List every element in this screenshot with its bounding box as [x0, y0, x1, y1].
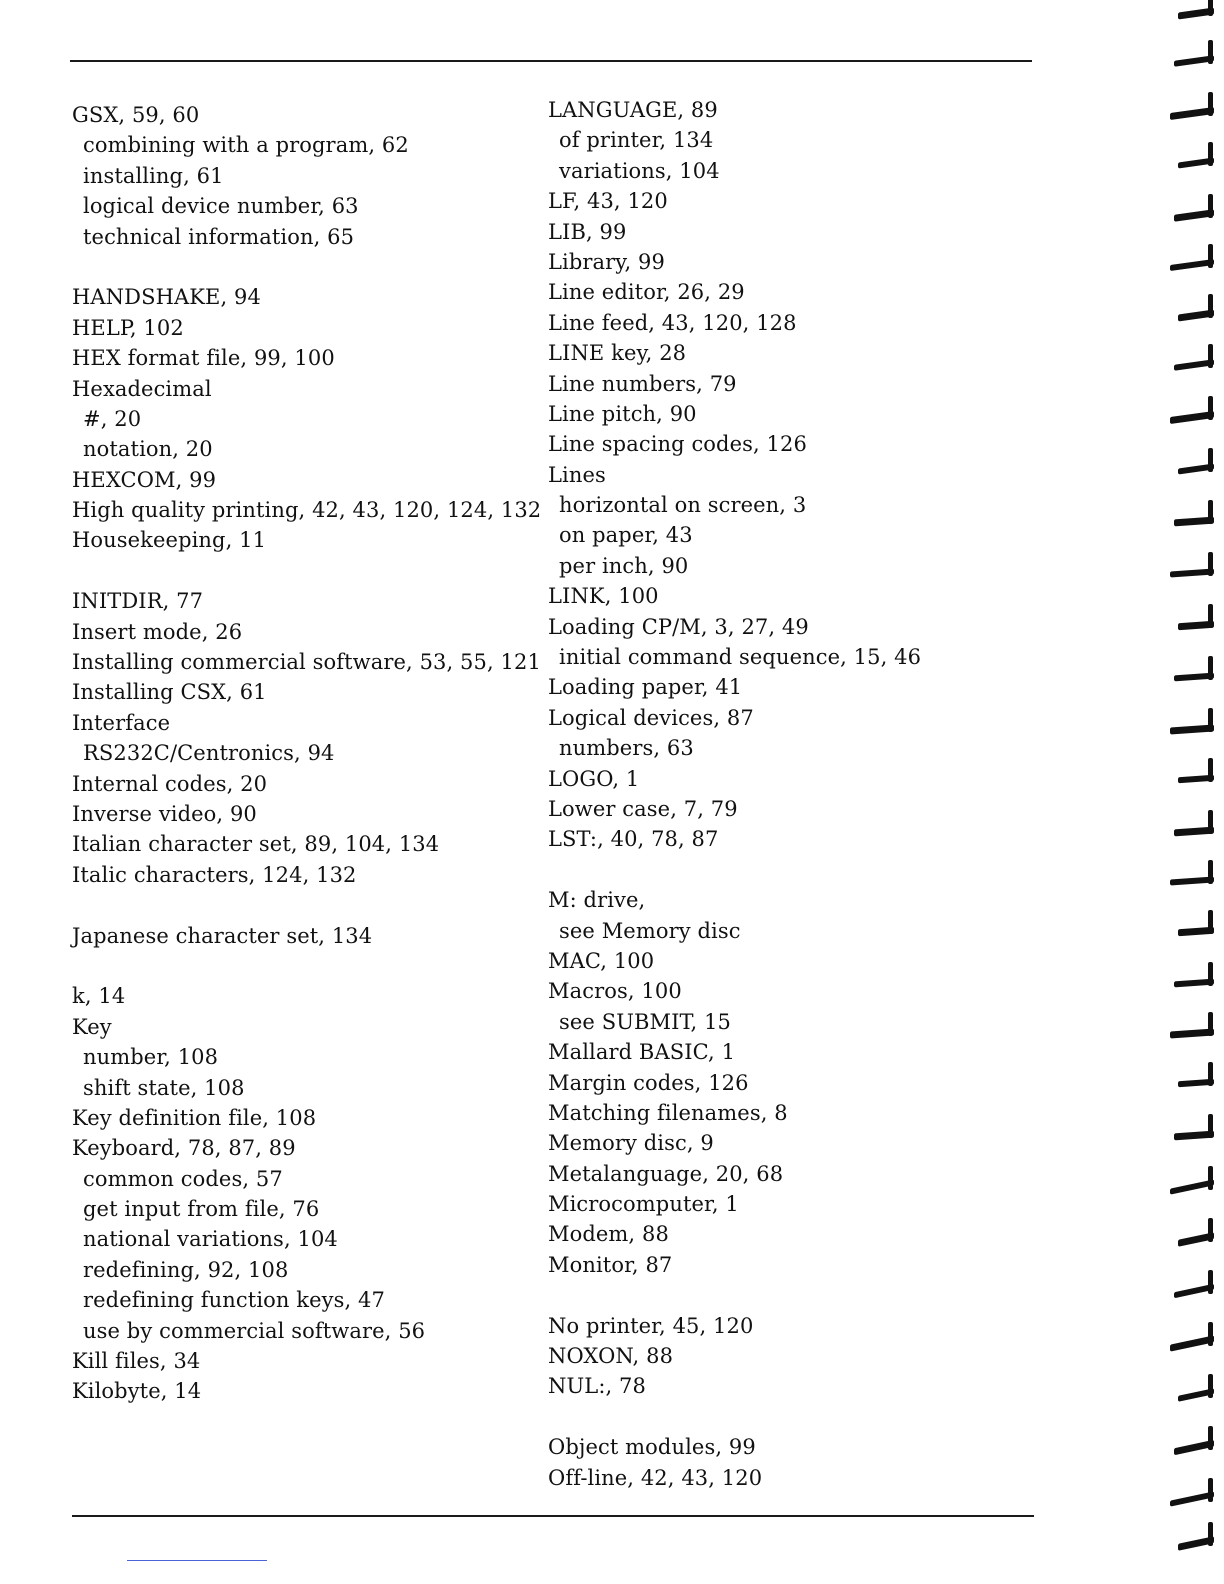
index-entry: LANGUAGE, 89: [548, 98, 718, 122]
index-subentry: initial command sequence, 15, 46: [559, 645, 922, 670]
index-gap: [72, 556, 532, 586]
index-gap: [548, 1402, 988, 1432]
index-entry: MAC, 100: [548, 948, 655, 973]
index-entry: Installing commercial software, 53, 55, 121: [72, 650, 541, 675]
index-column-left: [72, 100, 542, 1407]
index-subentry: #, 20: [83, 406, 142, 431]
index-entry: Margin codes, 126: [548, 1070, 749, 1095]
index-subentry: use by commercial software, 56: [83, 1318, 426, 1343]
index-entry: Key: [72, 1014, 112, 1039]
binding-ring-tip: [1208, 1426, 1213, 1450]
index-subentry: logical device number, 63: [83, 194, 359, 219]
index-subentry: common codes, 57: [83, 1166, 283, 1191]
index-entry: Internal codes, 20: [72, 771, 268, 796]
index-entry: Italian character set, 89, 104, 134: [72, 832, 440, 857]
binding-ring-tip: [1208, 0, 1213, 16]
index-entry: Memory disc, 9: [548, 1131, 714, 1156]
index-subentry: see Memory disc: [559, 918, 741, 943]
binding-ring-tip: [1208, 244, 1213, 268]
index-entry: Loading paper, 41: [548, 675, 743, 700]
index-entry: Mallard BASIC, 1: [548, 1040, 736, 1065]
index-entry: Lower case, 7, 79: [548, 796, 738, 821]
index-subentry: redefining function keys, 47: [83, 1288, 385, 1313]
index-gap: [548, 1280, 988, 1310]
index-entry: LST:, 40, 78, 87: [548, 827, 719, 852]
binding-ring-tip: [1208, 810, 1213, 834]
index-entry: Hexadecimal: [72, 376, 212, 401]
binding-ring-tip: [1208, 1478, 1213, 1502]
index-entry: NOXON, 88: [548, 1344, 674, 1369]
binding-ring-tip: [1208, 1166, 1213, 1190]
index-entry: LINK, 100: [548, 584, 659, 609]
index-subentry: RS232C/Centronics, 94: [83, 741, 335, 766]
index-gap: [548, 855, 988, 885]
index-entry: Line spacing codes, 126: [548, 432, 807, 457]
index-entry: Line numbers, 79: [548, 371, 737, 396]
binding-ring-tip: [1208, 604, 1213, 628]
index-entry: HANDSHAKE, 94: [72, 285, 261, 310]
index-subentry: horizontal on screen, 3: [559, 493, 807, 518]
binding-ring-tip: [1208, 708, 1213, 732]
binding-ring-tip: [1208, 1012, 1213, 1036]
binding-ring-tip: [1208, 1374, 1213, 1398]
binding-ring-tip: [1208, 1114, 1213, 1138]
binding-ring-tip: [1208, 142, 1213, 166]
index-entry: Japanese character set, 134: [72, 923, 373, 948]
binding-ring-tip: [1208, 40, 1213, 64]
index-entry: k, 14: [72, 984, 126, 1009]
index-entry: Matching filenames, 8: [548, 1100, 788, 1125]
binding-ring-tip: [1208, 910, 1213, 934]
index-entry: Line editor, 26, 29: [548, 280, 745, 305]
index-entry: Keyboard, 78, 87, 89: [72, 1136, 296, 1161]
binding-ring-tip: [1208, 194, 1213, 218]
index-entry: Microcomputer, 1: [548, 1192, 739, 1217]
binding-ring-tip: [1208, 758, 1213, 782]
index-gap: [72, 890, 532, 920]
binding-ring-tip: [1208, 294, 1213, 318]
index-subentry: redefining, 92, 108: [83, 1257, 289, 1282]
index-entry: LIB, 99: [548, 219, 627, 244]
index-subentry: notation, 20: [83, 437, 213, 462]
binding-ring-tip: [1208, 500, 1213, 524]
index-entry: Off-line, 42, 43, 120: [548, 1465, 763, 1490]
index-subentry: numbers, 63: [559, 736, 694, 761]
index-entry: NUL:, 78: [548, 1374, 646, 1399]
index-entry: Kill files, 34: [72, 1349, 201, 1374]
index-entry: INITDIR, 77: [72, 589, 204, 614]
binding-ring-tip: [1208, 552, 1213, 576]
index-subentry: technical information, 65: [83, 224, 355, 249]
index-gap: [72, 252, 532, 282]
index-entry: Loading CP/M, 3, 27, 49: [548, 614, 809, 639]
footer-link-line: [127, 1560, 267, 1561]
index-entry: Line pitch, 90: [548, 401, 697, 426]
index-entry: LOGO, 1: [548, 766, 640, 791]
index-entry: HELP, 102: [72, 315, 184, 340]
index-entry: Key definition file, 108: [72, 1105, 317, 1130]
index-entry: GSX, 59, 60: [72, 103, 200, 127]
index-subentry: get input from file, 76: [83, 1197, 320, 1222]
spiral-binding: [1122, 0, 1224, 1584]
binding-ring-tip: [1208, 1062, 1213, 1086]
index-entry: Lines: [548, 462, 606, 487]
index-entry: Metalanguage, 20, 68: [548, 1161, 784, 1186]
index-entry: Insert mode, 26: [72, 619, 243, 644]
index-subentry: of printer, 134: [559, 128, 714, 153]
index-entry: Interface: [72, 710, 171, 735]
index-entry: LINE key, 28: [548, 341, 687, 366]
index-entry: Italic characters, 124, 132: [72, 862, 357, 887]
binding-ring-tip: [1208, 860, 1213, 884]
index-entry: Object modules, 99: [548, 1435, 756, 1460]
index-subentry: national variations, 104: [83, 1227, 338, 1252]
index-entry: LF, 43, 120: [548, 189, 668, 214]
top-rule: [70, 60, 1032, 62]
index-entry: Housekeeping, 11: [72, 528, 267, 553]
index-entry: Installing CSX, 61: [72, 680, 267, 705]
binding-ring-tip: [1208, 396, 1213, 420]
bottom-rule: [72, 1515, 1034, 1517]
binding-ring-tip: [1208, 1522, 1213, 1546]
index-entry: Kilobyte, 14: [72, 1379, 202, 1404]
index-entry: Logical devices, 87: [548, 705, 754, 730]
binding-ring-tip: [1208, 448, 1213, 472]
binding-ring-tip: [1208, 962, 1213, 986]
index-subentry: combining with a program, 62: [83, 133, 409, 158]
index-entry: High quality printing, 42, 43, 120, 124, 132: [72, 498, 542, 523]
index-column-right: [548, 95, 988, 1493]
binding-ring-tip: [1208, 1322, 1213, 1346]
index-entry: Macros, 100: [548, 979, 682, 1004]
index-entry: Library, 99: [548, 249, 665, 274]
index-entry: HEX format file, 99, 100: [72, 346, 335, 371]
index-entry: Monitor, 87: [548, 1252, 673, 1277]
index-subentry: installing, 61: [83, 163, 224, 188]
index-entry: M: drive,: [548, 888, 646, 913]
index-subentry: per inch, 90: [559, 553, 689, 578]
index-subentry: on paper, 43: [559, 523, 693, 548]
index-subentry: variations, 104: [559, 158, 720, 183]
index-subentry: see SUBMIT, 15: [559, 1009, 732, 1034]
index-subentry: shift state, 108: [83, 1075, 245, 1100]
binding-ring-tip: [1208, 1270, 1213, 1294]
binding-ring-tip: [1208, 1218, 1213, 1242]
binding-ring-tip: [1208, 92, 1213, 116]
index-subentry: number, 108: [83, 1045, 219, 1070]
index-gap: [72, 951, 532, 981]
index-entry: Modem, 88: [548, 1222, 669, 1247]
index-entry: Line feed, 43, 120, 128: [548, 310, 797, 335]
binding-ring-tip: [1208, 344, 1213, 368]
index-entry: HEXCOM, 99: [72, 467, 217, 492]
index-entry: No printer, 45, 120: [548, 1313, 754, 1338]
index-entry: Inverse video, 90: [72, 801, 257, 826]
binding-ring-tip: [1208, 656, 1213, 680]
